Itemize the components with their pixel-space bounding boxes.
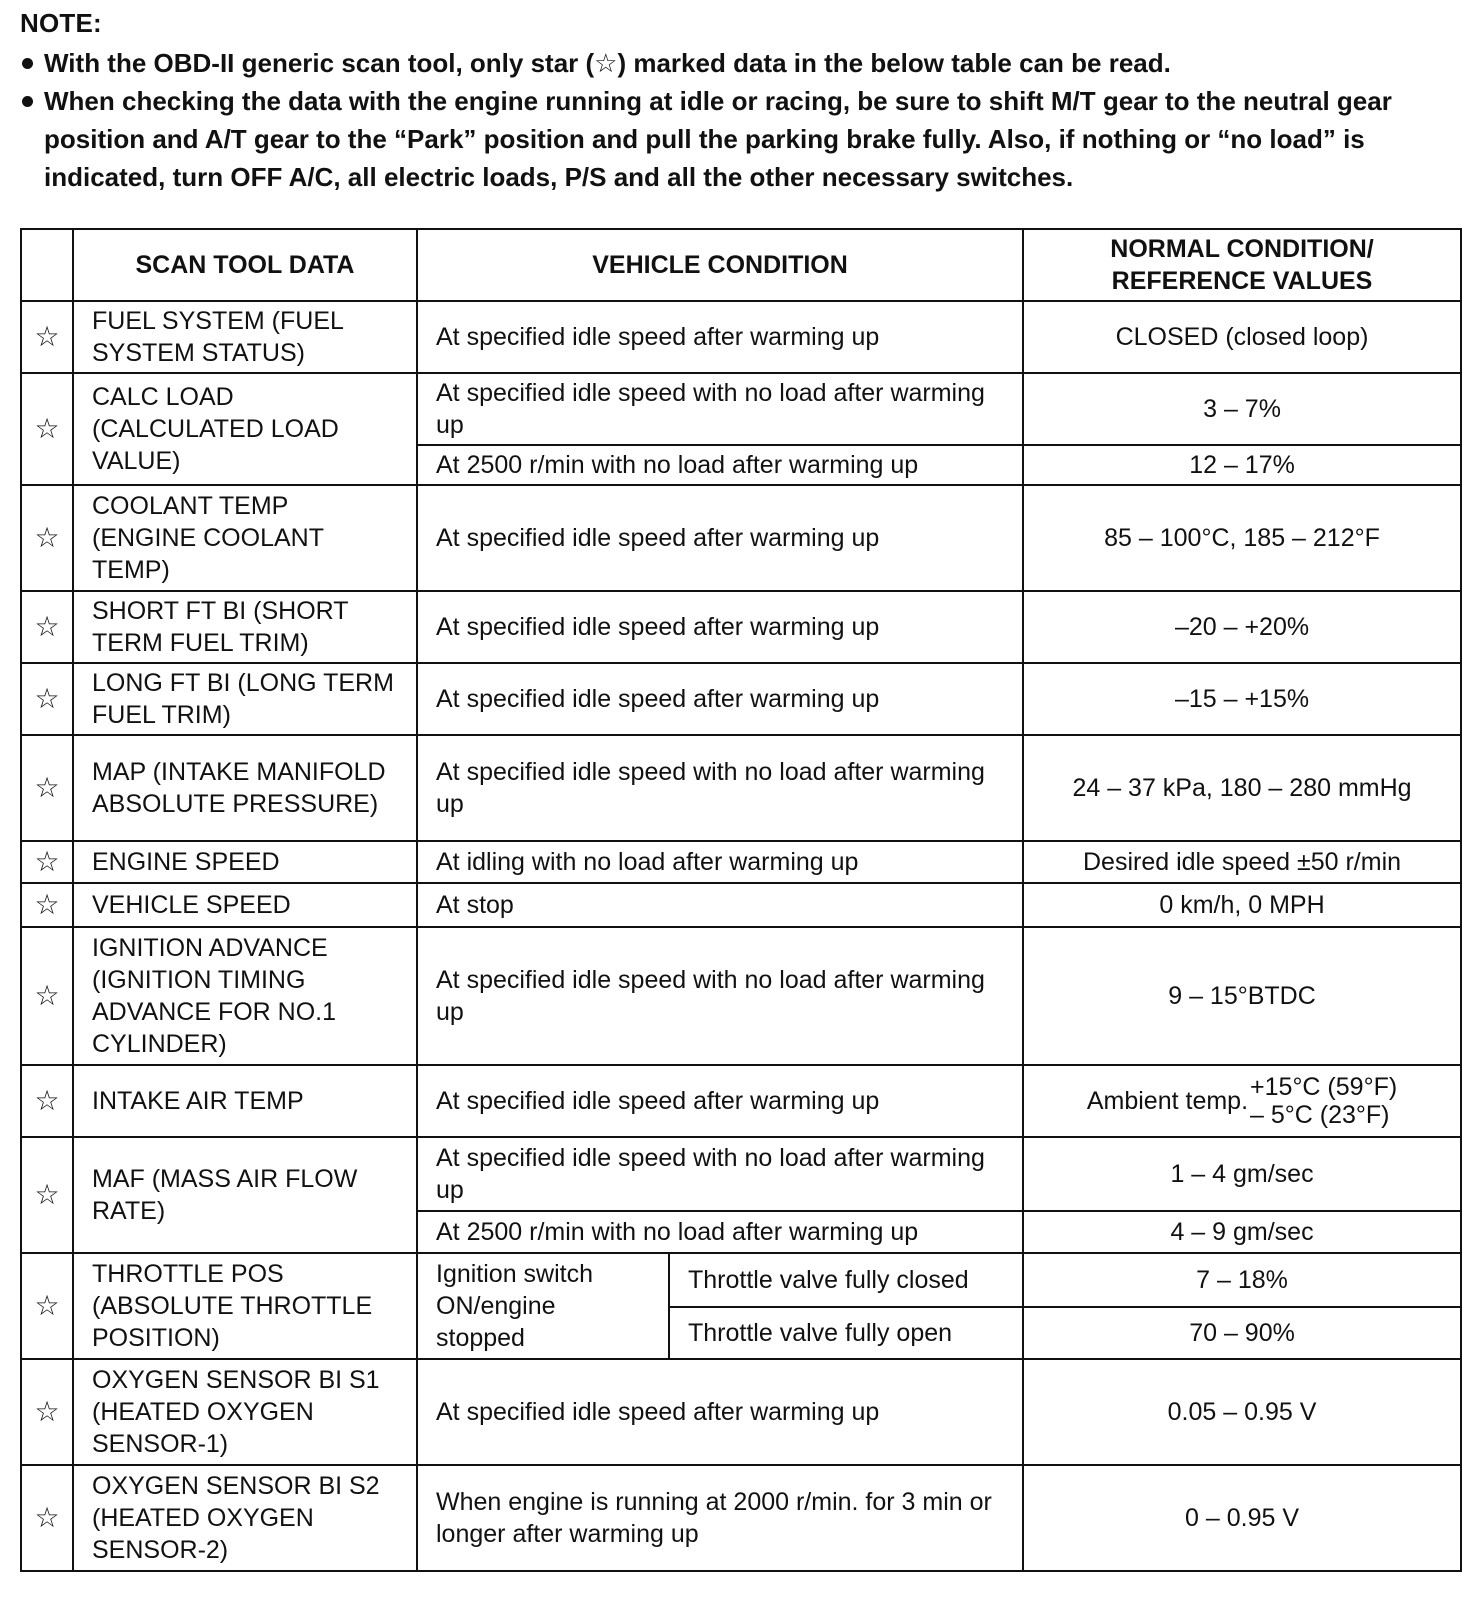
star-icon: ☆ <box>21 663 73 735</box>
scan-tool-data-cell: THROTTLE POS (ABSOLUTE THROTTLE POSITION) <box>73 1253 417 1359</box>
star-icon: ☆ <box>21 735 73 841</box>
header-normal-condition: NORMAL CONDITION/ REFERENCE VALUES <box>1023 229 1461 301</box>
reference-value-cell: 4 – 9 gm/sec <box>1023 1211 1461 1253</box>
table-row <box>21 927 1461 1065</box>
vehicle-condition-cell: At specified idle speed after warming up <box>417 591 1023 663</box>
condition-group-cell: Ignition switch ON/engine stopped <box>417 1253 669 1359</box>
vehicle-condition-cell: At specified idle speed after warming up <box>417 301 1023 373</box>
reference-value-cell: 3 – 7% <box>1023 373 1461 445</box>
table-row <box>21 591 1461 663</box>
vehicle-condition-cell: At idling with no load after warming up <box>417 841 1023 883</box>
reference-value-cell: CLOSED (closed loop) <box>1023 301 1461 373</box>
table-row <box>21 1359 1461 1465</box>
vehicle-condition-cell: At specified idle speed with no load after warming up <box>417 735 1023 841</box>
vehicle-condition-cell: When engine is running at 2000 r/min. for 3 min or longer after warming up <box>417 1465 1023 1571</box>
note-bullet-text: With the OBD-II generic scan tool, only star (☆) marked data in the below table can be read. <box>44 48 1171 78</box>
reference-value-cell: 24 – 37 kPa, 180 – 280 mmHg <box>1023 735 1461 841</box>
reference-value-cell: 9 – 15°BTDC <box>1023 927 1461 1065</box>
reference-value-cell: –20 – +20% <box>1023 591 1461 663</box>
table-row <box>21 841 1461 883</box>
star-icon: ☆ <box>21 591 73 663</box>
table-row <box>21 373 1461 445</box>
table-row <box>21 1465 1461 1571</box>
vehicle-condition-cell: Throttle valve fully closed <box>669 1253 1023 1307</box>
note-bullet <box>20 82 1460 196</box>
header-star <box>21 229 73 301</box>
scan-tool-data-cell: SHORT FT BI (SHORT TERM FUEL TRIM) <box>73 591 417 663</box>
scan-tool-data-cell: COOLANT TEMP (ENGINE COOLANT TEMP) <box>73 485 417 591</box>
reference-value-cell: 0 – 0.95 V <box>1023 1465 1461 1571</box>
scan-tool-data-cell: LONG FT BI (LONG TERM FUEL TRIM) <box>73 663 417 735</box>
table-row <box>21 1065 1461 1137</box>
ambient-temp-upper: +15°C (59°F) <box>1250 1073 1398 1101</box>
scan-tool-data-cell: MAP (INTAKE MANIFOLD ABSOLUTE PRESSURE) <box>73 735 417 841</box>
star-icon: ☆ <box>21 1465 73 1571</box>
vehicle-condition-cell: Throttle valve fully open <box>669 1307 1023 1359</box>
star-icon: ☆ <box>21 1359 73 1465</box>
ambient-temp-lower: – 5°C (23°F) <box>1250 1101 1390 1129</box>
bullet-dot-icon <box>22 96 33 107</box>
table-row <box>21 485 1461 591</box>
vehicle-condition-cell: At stop <box>417 883 1023 927</box>
ambient-temp-prefix: Ambient temp. <box>1086 1087 1249 1115</box>
reference-value-cell: 0 km/h, 0 MPH <box>1023 883 1461 927</box>
star-icon: ☆ <box>21 1065 73 1137</box>
star-icon: ☆ <box>21 301 73 373</box>
bullet-dot-icon <box>22 58 33 69</box>
table-header-row <box>21 229 1461 301</box>
reference-value-cell: 1 – 4 gm/sec <box>1023 1137 1461 1211</box>
reference-value-cell: –15 – +15% <box>1023 663 1461 735</box>
star-icon: ☆ <box>21 927 73 1065</box>
scan-tool-data-table <box>20 228 1462 1572</box>
note-bullet <box>20 44 1460 82</box>
vehicle-condition-cell: At 2500 r/min with no load after warming up <box>417 1211 1023 1253</box>
note-bullets <box>20 44 1460 196</box>
table-row <box>21 883 1461 927</box>
vehicle-condition-cell: At specified idle speed with no load after warming up <box>417 1137 1023 1211</box>
header-scan-tool-data: SCAN TOOL DATA <box>73 229 417 301</box>
table-row <box>21 735 1461 841</box>
vehicle-condition-cell: At specified idle speed with no load after warming up <box>417 927 1023 1065</box>
scan-tool-data-cell: CALC LOAD (CALCULATED LOAD VALUE) <box>73 373 417 485</box>
scan-tool-data-cell: INTAKE AIR TEMP <box>73 1065 417 1137</box>
reference-value-cell: 12 – 17% <box>1023 445 1461 485</box>
vehicle-condition-cell: At specified idle speed after warming up <box>417 1359 1023 1465</box>
vehicle-condition-cell: At specified idle speed after warming up <box>417 663 1023 735</box>
table-row <box>21 301 1461 373</box>
scan-tool-data-cell: VEHICLE SPEED <box>73 883 417 927</box>
scan-tool-data-cell: OXYGEN SENSOR BI S1 (HEATED OXYGEN SENSOR-1) <box>73 1359 417 1465</box>
reference-value-cell <box>1023 1065 1461 1137</box>
note-bullet-text: When checking the data with the engine running at idle or racing, be sure to shift M/T gear to the neutral gear position and A/T gear to the “Park” position and pull the parking brake fully. Also, if nothing or “no load” is indicated, turn OFF A/C, all electric loads, P/S and all the other necessary switches. <box>44 86 1392 192</box>
table-row <box>21 1137 1461 1211</box>
vehicle-condition-cell: At specified idle speed after warming up <box>417 1065 1023 1137</box>
scan-tool-data-cell: ENGINE SPEED <box>73 841 417 883</box>
star-icon: ☆ <box>21 1253 73 1359</box>
vehicle-condition-cell: At specified idle speed with no load after warming up <box>417 373 1023 445</box>
star-icon: ☆ <box>21 841 73 883</box>
star-icon: ☆ <box>21 485 73 591</box>
scan-tool-data-cell: FUEL SYSTEM (FUEL SYSTEM STATUS) <box>73 301 417 373</box>
vehicle-condition-cell: At specified idle speed after warming up <box>417 485 1023 591</box>
reference-value-cell: 85 – 100°C, 185 – 212°F <box>1023 485 1461 591</box>
table-row <box>21 663 1461 735</box>
reference-value-cell: Desired idle speed ±50 r/min <box>1023 841 1461 883</box>
note-title: NOTE: <box>20 8 102 38</box>
scan-tool-data-cell: IGNITION ADVANCE (IGNITION TIMING ADVANCE FOR NO.1 CYLINDER) <box>73 927 417 1065</box>
star-icon: ☆ <box>21 1137 73 1253</box>
header-vehicle-condition: VEHICLE CONDITION <box>417 229 1023 301</box>
reference-value-cell: 70 – 90% <box>1023 1307 1461 1359</box>
table-row <box>21 1253 1461 1307</box>
star-icon: ☆ <box>21 373 73 485</box>
star-icon: ☆ <box>21 883 73 927</box>
vehicle-condition-cell: At 2500 r/min with no load after warming up <box>417 445 1023 485</box>
ambient-temp-offsets <box>1250 1073 1397 1129</box>
scan-tool-data-cell: MAF (MASS AIR FLOW RATE) <box>73 1137 417 1253</box>
ambient-temp-range <box>1087 1073 1397 1129</box>
reference-value-cell: 7 – 18% <box>1023 1253 1461 1307</box>
reference-value-cell: 0.05 – 0.95 V <box>1023 1359 1461 1465</box>
scan-tool-data-cell: OXYGEN SENSOR BI S2 (HEATED OXYGEN SENSOR-2) <box>73 1465 417 1571</box>
